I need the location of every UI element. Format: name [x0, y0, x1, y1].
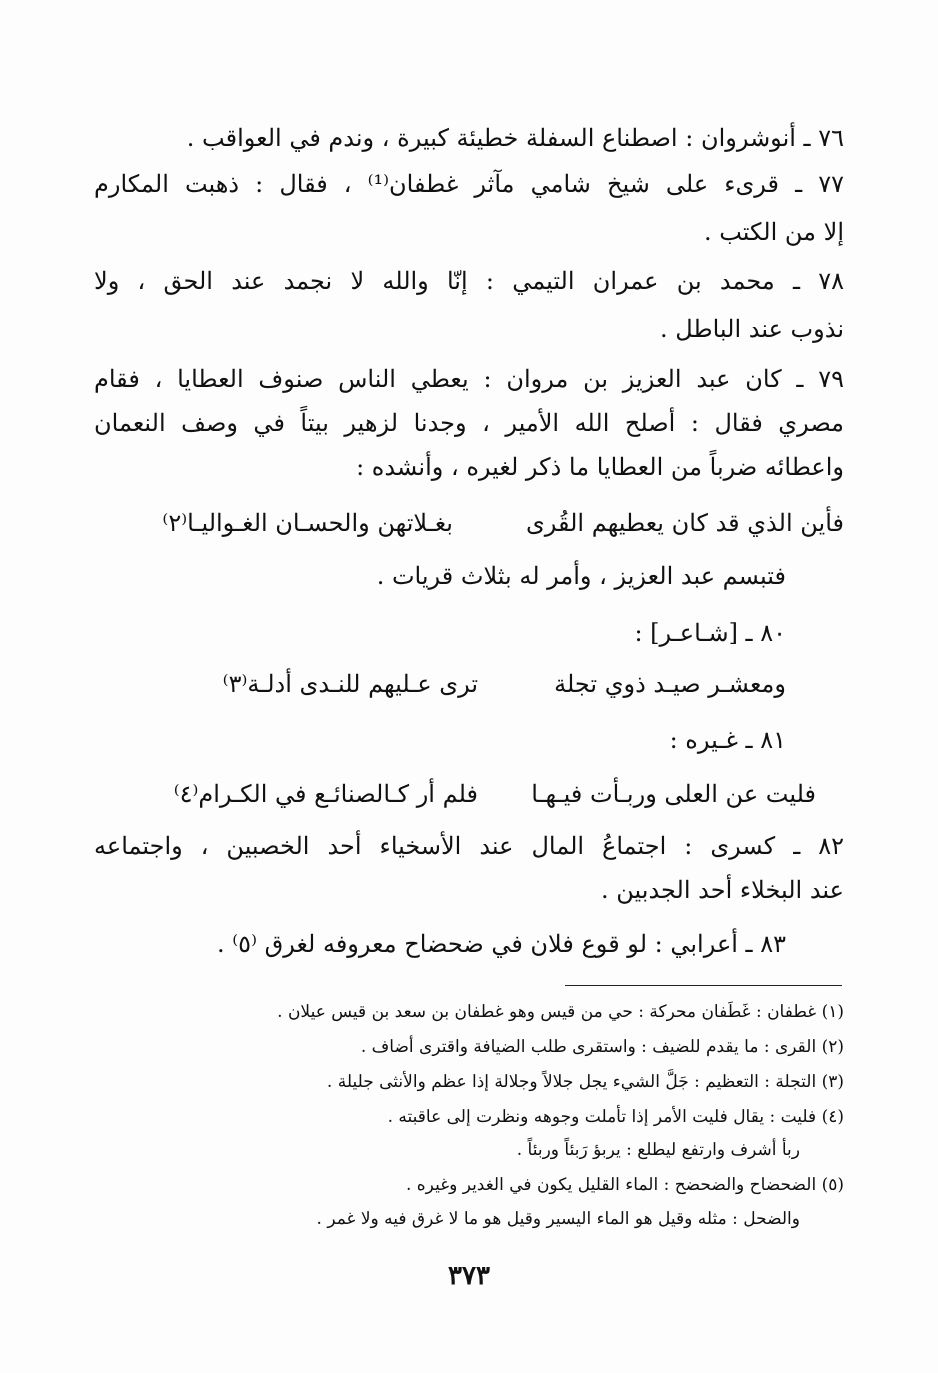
entry-79-conclusion: فتبسم عبد العزيز ، وأمر له بثلاث قريات .	[376, 562, 786, 590]
entry-78-line-1: ٧٨ ـ محمد بن عمران التيمي : إنّا والله لا نجمد عند الحق ، ولا	[94, 267, 844, 295]
verse-3-second-hemistich: فلم أر كـالصنائـع في الكـرام⁽٤⁾	[173, 780, 478, 808]
entry-80-heading: ٨٠ ـ [شـاعـر] :	[634, 619, 786, 647]
footnote-2: (٢) القرى : ما يقدم للضيف : واستقرى طلب الضيافة واقترى أضاف .	[360, 1037, 844, 1057]
footnote-3: (٣) التجلة : التعظيم : جَلَّ الشيء يجل جلالاً وجلالة إذا عظم والأنثى جليلة .	[326, 1072, 844, 1092]
entry-79-line-1: ٧٩ ـ كان عبد العزيز بن مروان : يعطي الناس صنوف العطايا ، فقام	[94, 365, 844, 393]
entry-76: ٧٦ ـ أنوشروان : اصطناع السفلة خطيئة كبيرة ، وندم في العواقب .	[186, 124, 844, 152]
entry-78-line-2: نذوب عند الباطل .	[660, 315, 844, 343]
entry-82-line-2: عند البخلاء أحد الجدبين .	[601, 876, 844, 904]
verse-1-second-hemistich: بغـلاتهن والحسـان الغـواليـا⁽٢⁾	[162, 509, 453, 537]
entry-81-heading: ٨١ ـ غـيره :	[669, 726, 786, 754]
footnote-5-continuation: والضحل : مثله وقيل هو الماء اليسير وقيل هو ما لا غرق فيه ولا غمر .	[316, 1209, 800, 1229]
entry-79-line-3: واعطائه ضرباً من العطايا ما ذكر لغيره ، وأنشده :	[356, 453, 844, 481]
verse-2-first-hemistich: ومعشـر صيـد ذوي تجلة	[554, 670, 786, 698]
entry-77-line-2: إلا من الكتب .	[703, 218, 844, 246]
entry-82-line-1: ٨٢ ـ كسرى : اجتماعُ المال عند الأسخياء أحد الخصبين ، واجتماعه	[94, 832, 844, 860]
entry-77-line-1: ٧٧ ـ قرىء على شيخ شامي مآثر غطفان⁽¹⁾ ، فقال : ذهبت المكارم	[94, 170, 844, 198]
entry-83: ٨٣ ـ أعرابي : لو قوع فلان في ضحضاح معروفه لغرق ⁽٥⁾ .	[217, 930, 786, 958]
page-number: ٣٧٣	[448, 1261, 490, 1291]
verse-1-first-hemistich: فأين الذي قد كان يعطيهم القُرى	[525, 509, 844, 537]
verse-3-first-hemistich: فليت عن العلى وربـأت فيـهـا	[531, 780, 816, 808]
footnote-4: (٤) فليت : يقال فليت الأمر إذا تأملت وجوهه ونظرت إلى عاقبته .	[387, 1107, 844, 1127]
footnote-1: (١) غطفان : غَطَفان محركة : حي من قيس وهو غطفان بن سعد بن قيس عيلان .	[277, 1002, 844, 1022]
footnote-separator	[565, 985, 842, 986]
footnote-5: (٥) الضحضاح والضحضح : الماء القليل يكون في الغدير وغيره .	[405, 1175, 844, 1195]
entry-79-line-2: مصري فقال : أصلح الله الأمير ، وجدنا لزهير بيتاً في وصف النعمان	[94, 409, 844, 437]
verse-2-second-hemistich: ترى عـليهم للنـدى أدلـة⁽٣⁾	[222, 670, 478, 698]
footnote-4-continuation: ربأ أشرف وارتفع ليطلع : يربؤ رَبئاً وربئاً .	[516, 1140, 800, 1160]
